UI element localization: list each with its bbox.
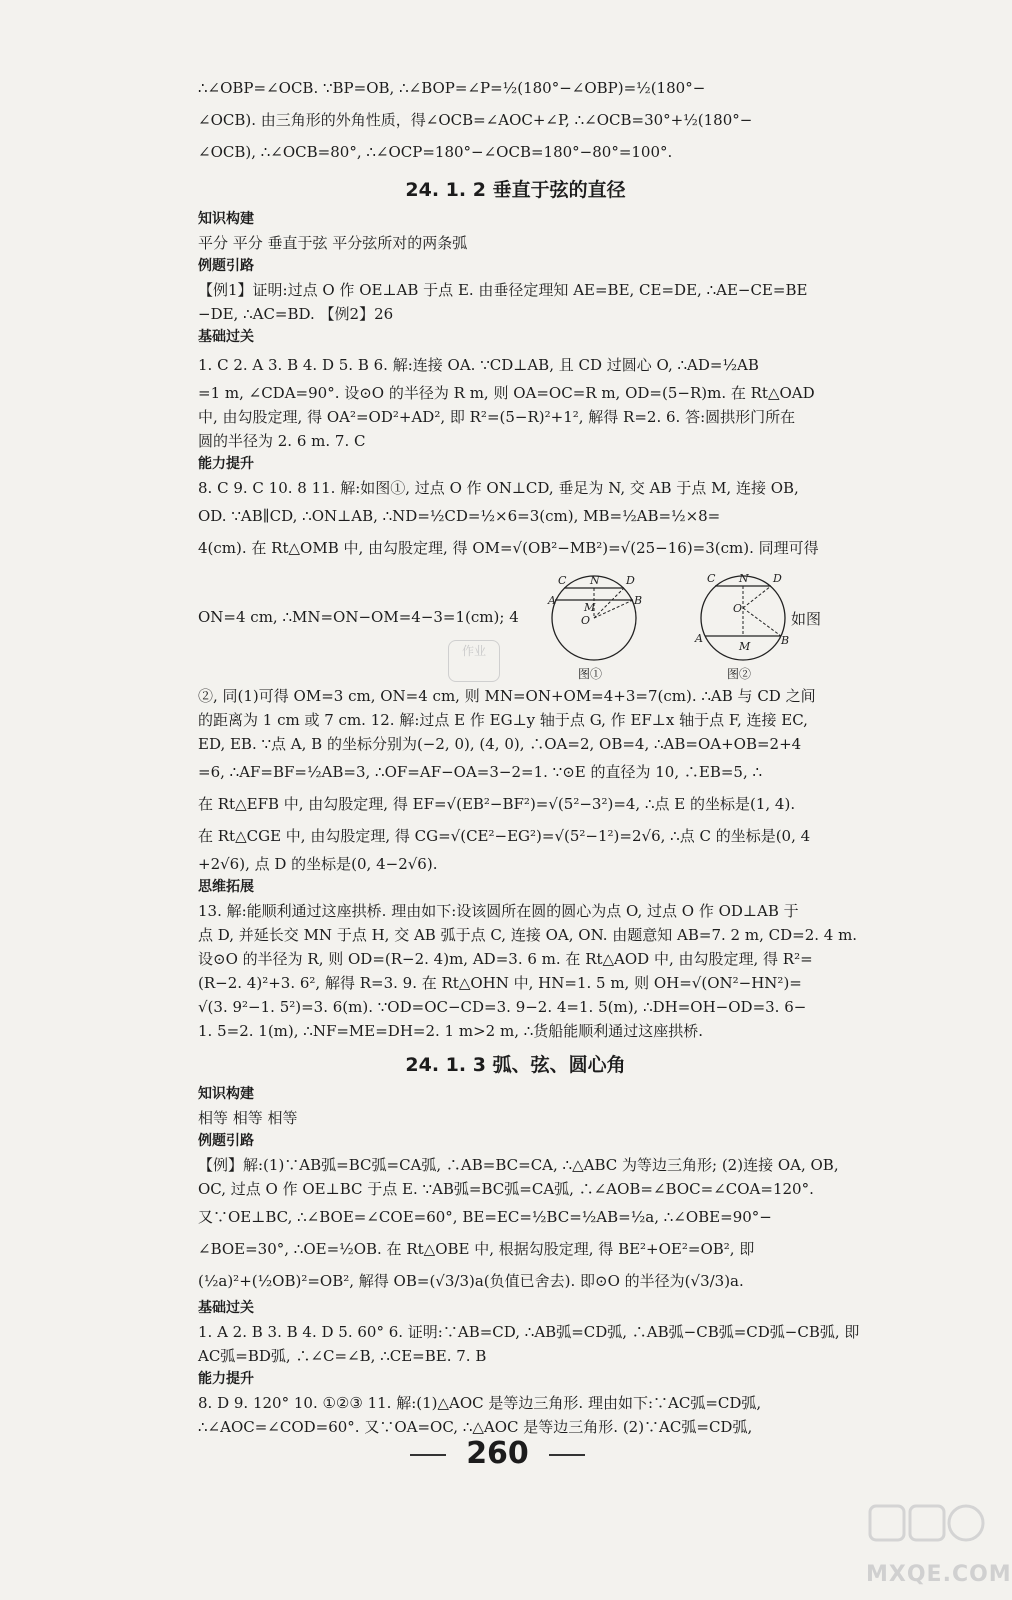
svg-text:C: C bbox=[558, 574, 567, 587]
text-line: 8. D 9. 120° 10. ①②③ 11. 解:(1)△AOC 是等边三角形. 理由如下:∵AC弧=CD弧, bbox=[198, 1394, 762, 1412]
text-line: 【例1】证明:过点 O 作 OE⊥AB 于点 E. 由垂径定理知 AE=BE, CE=DE, ∴AE−CE=BE bbox=[198, 281, 808, 299]
text-line: 如图 bbox=[791, 610, 822, 628]
svg-text:N: N bbox=[590, 574, 600, 587]
circle-diagram-1 bbox=[548, 564, 643, 682]
text-line: =1 m, ∠CDA=90°. 设⊙O 的半径为 R m, 则 OA=OC=R m, OD=(5−R)m. 在 Rt△OAD bbox=[198, 384, 815, 402]
text-line: 圆的半径为 2. 6 m. 7. C bbox=[198, 432, 366, 450]
figure-2 bbox=[695, 564, 791, 686]
text-line: OD. ∵AB∥CD, ∴ON⊥AB, ∴ND=½CD=½×6=3(cm), MB=½AB=½×8= bbox=[198, 507, 721, 525]
text-line: ∴∠AOC=∠COD=60°. 又∵OA=OC, ∴△AOC 是等边三角形. (2)∵AC弧=CD弧, bbox=[198, 1418, 753, 1436]
text-line: 中, 由勾股定理, 得 OA²=OD²+AD², 即 R²=(5−R)²+1², 解得 R=2. 6. 答:圆拱形门所在 bbox=[198, 408, 796, 426]
subheading: 基础过关 bbox=[198, 329, 254, 345]
watermark-logo bbox=[866, 1500, 1012, 1590]
subheading: 知识构建 bbox=[198, 1086, 254, 1102]
svg-text:A: A bbox=[548, 594, 556, 607]
subheading: 基础过关 bbox=[198, 1300, 254, 1316]
text-line: ED, EB. ∵点 A, B 的坐标分别为(−2, 0), (4, 0), ∴OA=2, OB=4, ∴AB=OA+OB=2+4 bbox=[198, 735, 802, 753]
text-line: 8. C 9. C 10. 8 11. 解:如图①, 过点 O 作 ON⊥CD, 垂足为 N, 交 AB 于点 M, 连接 OB, bbox=[198, 479, 799, 497]
text-line: 【例】解:(1)∵AB弧=BC弧=CA弧, ∴AB=BC=CA, ∴△ABC 为等边三角形; (2)连接 OA, OB, bbox=[198, 1156, 839, 1174]
subheading: 能力提升 bbox=[198, 1371, 254, 1387]
text-line: 1. 5=2. 1(m), ∴NF=ME=DH=2. 1 m>2 m, ∴货船能顺利通过这座拱桥. bbox=[198, 1022, 704, 1040]
text-line: √(3. 9²−1. 5²)=3. 6(m). ∵OD=OC−CD=3. 9−2. 4=1. 5(m), ∴DH=OH−OD=3. 6− bbox=[198, 998, 807, 1016]
text-line: 4(cm). 在 Rt△OMB 中, 由勾股定理, 得 OM=√(OB²−MB²)=√(25−16)=3(cm). 同理可得 bbox=[198, 539, 819, 557]
circle-diagram-2 bbox=[695, 564, 791, 682]
figure-1-label: 图① bbox=[578, 667, 603, 681]
page-content bbox=[198, 72, 860, 1439]
watermark-icon bbox=[866, 1500, 986, 1560]
text-line: 13. 解:能顺利通过这座拱桥. 理由如下:设该圆所在圆的圆心为点 O, 过点 O 作 OD⊥AB 于 bbox=[198, 902, 799, 920]
text-line: 在 Rt△CGE 中, 由勾股定理, 得 CG=√(CE²−EG²)=√(5²−1²)=2√6, ∴点 C 的坐标是(0, 4 bbox=[198, 827, 811, 845]
text-line: 1. A 2. B 3. B 4. D 5. 60° 6. 证明:∵AB=CD, ∴AB弧=CD弧, ∴AB弧−CB弧=CD弧−CB弧, 即 bbox=[198, 1323, 860, 1341]
text-line: 又∵OE⊥BC, ∴∠BOE=∠COE=60°, BE=EC=½BC=½AB=½a, ∴∠OBE=90°− bbox=[198, 1208, 772, 1226]
svg-text:M: M bbox=[739, 640, 751, 653]
text-line: ON=4 cm, ∴MN=ON−OM=4−3=1(cm); 4 bbox=[198, 608, 519, 626]
section-title: 24. 1. 2 垂直于弦的直径 bbox=[405, 179, 626, 201]
svg-text:B: B bbox=[781, 634, 790, 647]
text-line: ∴∠OBP=∠OCB. ∵BP=OB, ∴∠BOP=∠P=½(180°−∠OBP)=½(180°− bbox=[198, 79, 706, 97]
page-number-text: 260 bbox=[466, 1436, 529, 1471]
text-line: 平分 平分 垂直于弦 平分弦所对的两条弧 bbox=[198, 234, 468, 252]
stamp-mark: 作业 bbox=[448, 640, 500, 682]
svg-text:N: N bbox=[739, 572, 749, 585]
figure-row bbox=[198, 564, 833, 684]
text-line: 的距离为 1 cm 或 7 cm. 12. 解:过点 E 作 EG⊥y 轴于点 G, 作 EF⊥x 轴于点 F, 连接 EC, bbox=[198, 711, 808, 729]
svg-text:A: A bbox=[695, 632, 703, 645]
subheading: 能力提升 bbox=[198, 456, 254, 472]
svg-text:M: M bbox=[584, 601, 596, 614]
svg-text:D: D bbox=[773, 572, 782, 585]
subheading: 知识构建 bbox=[198, 211, 254, 227]
svg-text:D: D bbox=[626, 574, 635, 587]
svg-text:O: O bbox=[733, 602, 743, 615]
watermark-text: MXQE.COM bbox=[866, 1562, 1012, 1587]
text-line: −DE, ∴AC=BD. 【例2】26 bbox=[198, 305, 394, 323]
subheading: 思维拓展 bbox=[198, 879, 254, 895]
text-line: OC, 过点 O 作 OE⊥BC 于点 E. ∵AB弧=BC弧=CA弧, ∴∠AOB=∠BOC=∠COA=120°. bbox=[198, 1180, 814, 1198]
svg-text:C: C bbox=[707, 572, 716, 585]
page-number-dash bbox=[410, 1454, 446, 1456]
figure-2-label: 图② bbox=[727, 667, 752, 681]
text-line: +2√6), 点 D 的坐标是(0, 4−2√6). bbox=[198, 855, 438, 873]
figure-1 bbox=[548, 564, 643, 686]
text-line: (½a)²+(½OB)²=OB², 解得 OB=(√3/3)a(负值已舍去). 即⊙O 的半径为(√3/3)a. bbox=[198, 1272, 744, 1290]
text-line: =6, ∴AF=BF=½AB=3, ∴OF=AF−OA=3−2=1. ∵⊙E 的直径为 10, ∴EB=5, ∴ bbox=[198, 763, 763, 781]
text-line: 相等 相等 相等 bbox=[198, 1109, 298, 1127]
text-line: 在 Rt△EFB 中, 由勾股定理, 得 EF=√(EB²−BF²)=√(5²−3²)=4, ∴点 E 的坐标是(1, 4). bbox=[198, 795, 796, 813]
subheading: 例题引路 bbox=[198, 1133, 254, 1149]
svg-text:O: O bbox=[581, 614, 591, 627]
section-title: 24. 1. 3 弧、弦、圆心角 bbox=[405, 1054, 626, 1076]
page-number-dash bbox=[549, 1454, 585, 1456]
text-line: 点 D, 并延长交 MN 于点 H, 交 AB 弧于点 C, 连接 OA, ON. 由题意知 AB=7. 2 m, CD=2. 4 m. bbox=[198, 926, 858, 944]
page-number bbox=[0, 1436, 995, 1471]
svg-text:B: B bbox=[634, 594, 643, 607]
text-line: 1. C 2. A 3. B 4. D 5. B 6. 解:连接 OA. ∵CD⊥AB, 且 CD 过圆心 O, ∴AD=½AB bbox=[198, 356, 759, 374]
text-line: 设⊙O 的半径为 R, 则 OD=(R−2. 4)m, AD=3. 6 m. 在 Rt△AOD 中, 由勾股定理, 得 R²= bbox=[198, 950, 813, 968]
text-line: AC弧=BD弧, ∴∠C=∠B, ∴CE=BE. 7. B bbox=[198, 1347, 487, 1365]
text-line: ∠BOE=30°, ∴OE=½OB. 在 Rt△OBE 中, 根据勾股定理, 得 BE²+OE²=OB², 即 bbox=[198, 1240, 755, 1258]
text-line: ∠OCB), ∴∠OCB=80°, ∴∠OCP=180°−∠OCB=180°−80°=100°. bbox=[198, 143, 673, 161]
text-line: ∠OCB). 由三角形的外角性质，得∠OCB=∠AOC+∠P, ∴∠OCB=30°+½(180°− bbox=[198, 111, 753, 129]
text-line: (R−2. 4)²+3. 6², 解得 R=3. 9. 在 Rt△OHN 中, HN=1. 5 m, 则 OH=√(ON²−HN²)= bbox=[198, 974, 802, 992]
subheading: 例题引路 bbox=[198, 258, 254, 274]
text-line: ②, 同(1)可得 OM=3 cm, ON=4 cm, 则 MN=ON+OM=4+3=7(cm). ∴AB 与 CD 之间 bbox=[198, 687, 816, 705]
